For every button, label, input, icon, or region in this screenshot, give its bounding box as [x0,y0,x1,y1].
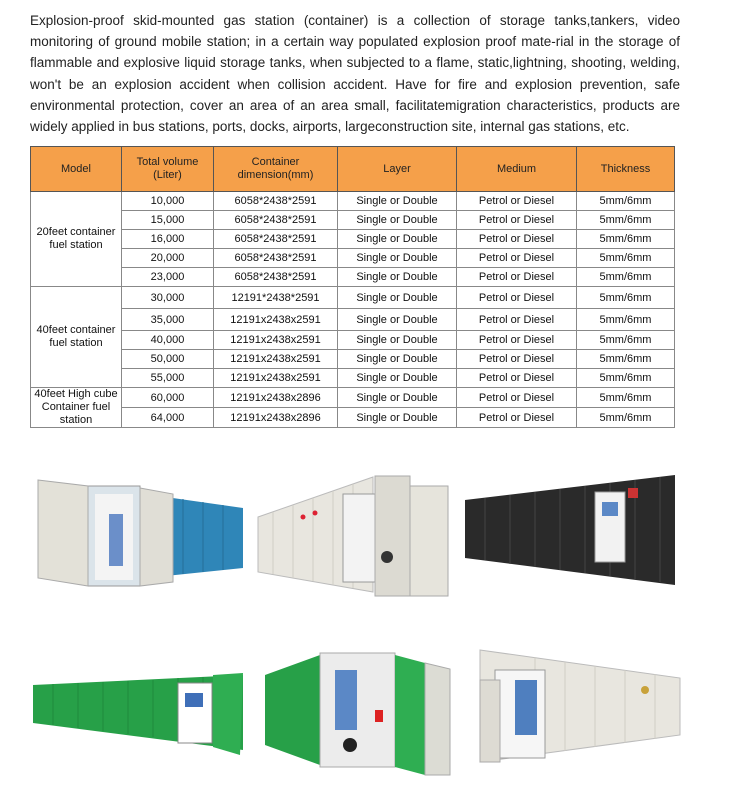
table-row [31,309,675,331]
medium-cell: Petrol or Diesel [457,309,577,331]
volume-cell: 15,000 [122,211,214,230]
layer-cell: Single or Double [338,331,457,350]
volume-cell: 64,000 [122,408,214,428]
model-cell: 20feet container fuel station [31,192,122,287]
header-volume: Total volume (Liter) [122,147,214,192]
layer-cell: Single or Double [338,309,457,331]
dimension-cell: 12191*2438*2591 [214,287,338,309]
thickness-cell: 5mm/6mm [577,211,675,230]
table-row [31,408,675,428]
green-open-container-photo [260,635,455,780]
header-dimension: Container dimension(mm) [214,147,338,192]
layer-cell: Single or Double [338,249,457,268]
table-row [31,268,675,287]
table-row [31,350,675,369]
layer-cell: Single or Double [338,287,457,309]
volume-cell: 60,000 [122,388,214,408]
volume-cell: 40,000 [122,331,214,350]
blue-container-photo [33,466,248,596]
layer-cell: Single or Double [338,230,457,249]
layer-cell: Single or Double [338,388,457,408]
dimension-cell: 6058*2438*2591 [214,268,338,287]
volume-cell: 30,000 [122,287,214,309]
medium-cell: Petrol or Diesel [457,268,577,287]
table-body [31,192,675,428]
header-medium: Medium [457,147,577,192]
medium-cell: Petrol or Diesel [457,192,577,211]
volume-cell: 20,000 [122,249,214,268]
table-row [31,331,675,350]
dimension-cell: 12191x2438x2591 [214,350,338,369]
dimension-cell: 6058*2438*2591 [214,249,338,268]
medium-cell: Petrol or Diesel [457,211,577,230]
thickness-cell: 5mm/6mm [577,350,675,369]
header-thickness: Thickness [577,147,675,192]
table-row [31,211,675,230]
layer-cell: Single or Double [338,408,457,428]
thickness-cell: 5mm/6mm [577,408,675,428]
layer-cell: Single or Double [338,268,457,287]
spec-table [30,146,675,428]
volume-cell: 50,000 [122,350,214,369]
thickness-cell: 5mm/6mm [577,331,675,350]
thickness-cell: 5mm/6mm [577,309,675,331]
medium-cell: Petrol or Diesel [457,388,577,408]
medium-cell: Petrol or Diesel [457,408,577,428]
table-row [31,287,675,309]
table-row [31,192,675,211]
volume-cell: 55,000 [122,369,214,388]
model-cell: 40feet container fuel station [31,287,122,388]
thickness-cell: 5mm/6mm [577,192,675,211]
medium-cell: Petrol or Diesel [457,331,577,350]
table-row [31,230,675,249]
dimension-cell: 12191x2438x2896 [214,408,338,428]
table-row [31,249,675,268]
layer-cell: Single or Double [338,192,457,211]
thickness-cell: 5mm/6mm [577,249,675,268]
dimension-cell: 12191x2438x2591 [214,331,338,350]
dimension-cell: 6058*2438*2591 [214,230,338,249]
medium-cell: Petrol or Diesel [457,287,577,309]
intro-paragraph: Explosion-proof skid-mounted gas station (container) is a collection of storage tanks,tankers, video monitoring of ground mobile station; in a certain way populated explosion proof mate-rial in the storage of flammable and explosive liquid storage tanks, when subjected to a flame, static,lightning, shooting, welding, won't be an explosion accident when collision accident. Have for fire and explosion prevention, safe environmental protection, cover an area of an area small, facilitatemigration characteristics, products are widely applied in bus stations, ports, docks, airports, largeconstruction site, internal gas stations, etc. [30,13,680,135]
white-container-photo [253,462,453,607]
volume-cell: 35,000 [122,309,214,331]
header-model: Model [31,147,122,192]
table-row [31,369,675,388]
thickness-cell: 5mm/6mm [577,388,675,408]
dimension-cell: 12191x2438x2896 [214,388,338,408]
layer-cell: Single or Double [338,350,457,369]
medium-cell: Petrol or Diesel [457,230,577,249]
table-row [31,388,675,408]
green-container-photo [28,655,248,765]
header-layer: Layer [338,147,457,192]
dimension-cell: 12191x2438x2591 [214,309,338,331]
medium-cell: Petrol or Diesel [457,249,577,268]
table-header-row [31,147,675,192]
thickness-cell: 5mm/6mm [577,287,675,309]
volume-cell: 10,000 [122,192,214,211]
volume-cell: 23,000 [122,268,214,287]
dimension-cell: 12191x2438x2591 [214,369,338,388]
medium-cell: Petrol or Diesel [457,369,577,388]
model-cell: 40feet High cube Container fuel station [31,388,122,428]
white-open-container-photo [475,640,685,765]
thickness-cell: 5mm/6mm [577,369,675,388]
volume-cell: 16,000 [122,230,214,249]
thickness-cell: 5mm/6mm [577,230,675,249]
layer-cell: Single or Double [338,369,457,388]
thickness-cell: 5mm/6mm [577,268,675,287]
dimension-cell: 6058*2438*2591 [214,192,338,211]
medium-cell: Petrol or Diesel [457,350,577,369]
dimension-cell: 6058*2438*2591 [214,211,338,230]
layer-cell: Single or Double [338,211,457,230]
black-container-photo [460,470,680,595]
